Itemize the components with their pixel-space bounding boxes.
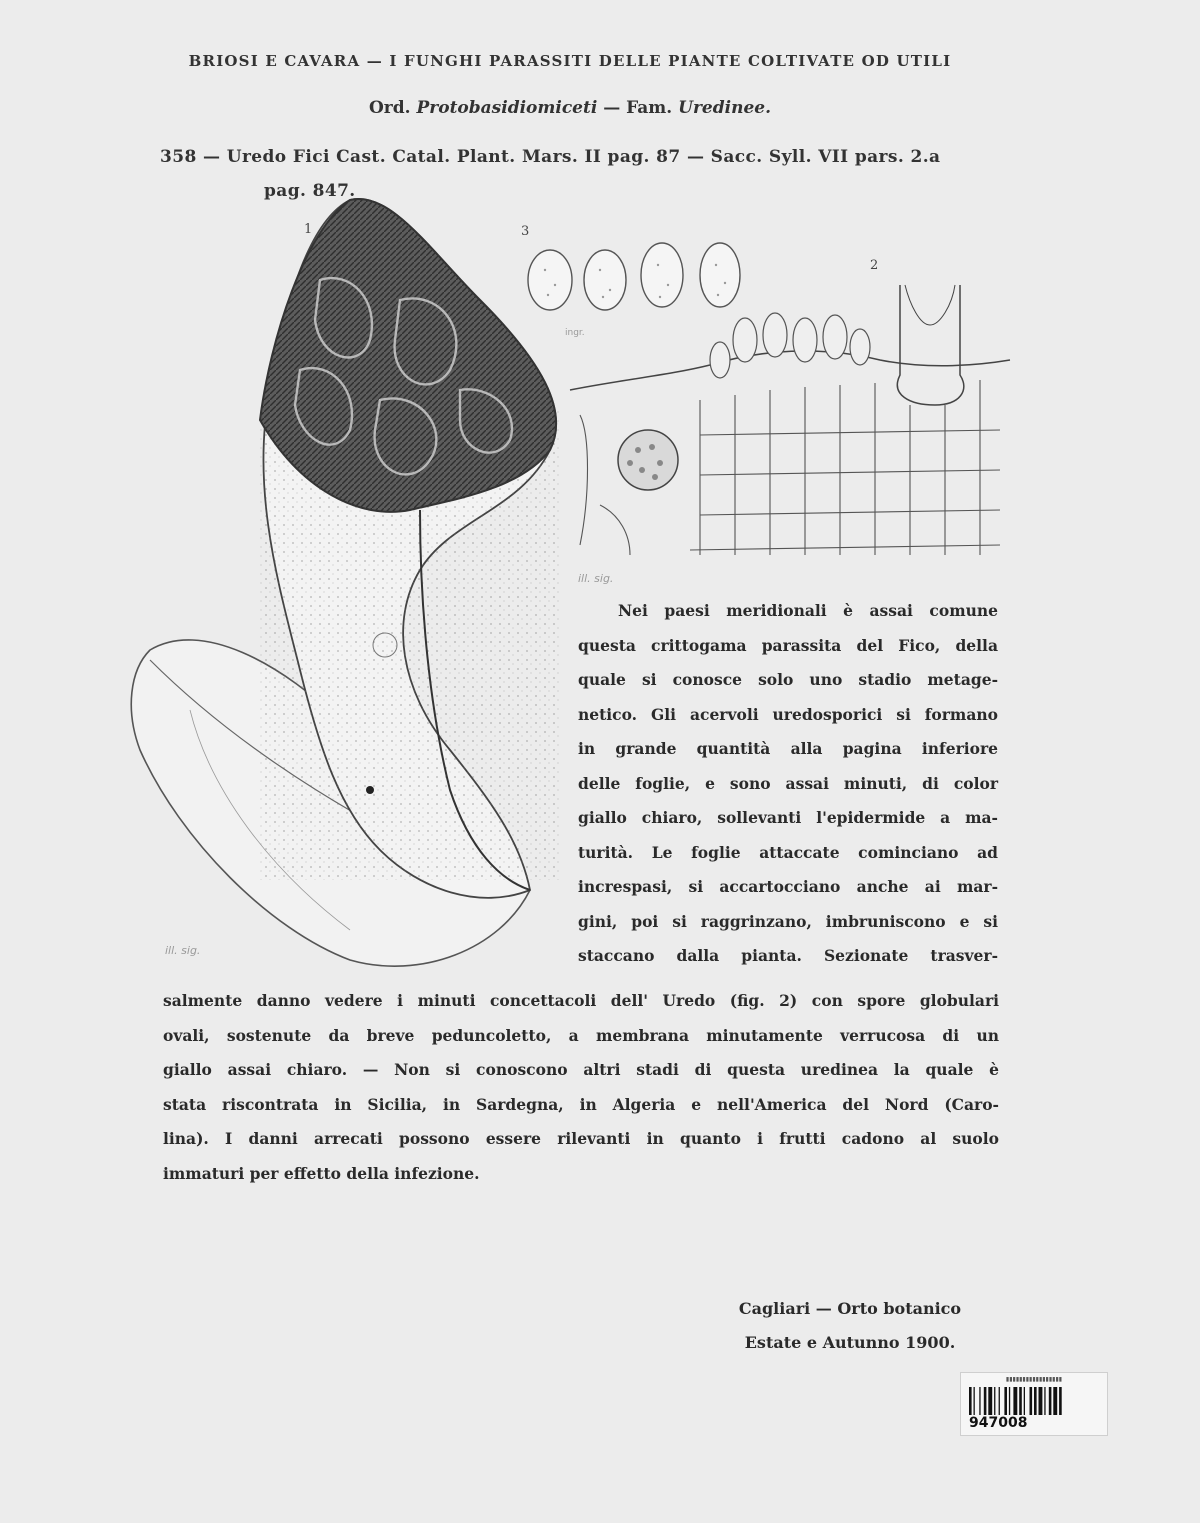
description-line: salmente danno vedere i minuti concettacoli dell' Uredo (fig. 2) con spore globulari: [163, 991, 999, 1010]
order-prefix: Ord.: [369, 98, 411, 118]
barcode-caption: ▮▮▮▮▮▮▮▮▮▮▮▮▮▮▮▮▮: [1005, 1376, 1063, 1383]
description-line: turità. Le foglie attaccate cominciano ad: [578, 842, 998, 862]
description-line: quale si conosce solo uno stadio metage-: [578, 670, 998, 689]
artist-signature-leaf: ill. sig.: [165, 944, 201, 957]
svg-text:ingr.: ingr.: [565, 328, 585, 338]
collection-info: [700, 1292, 1000, 1360]
description-line: netico. Gli acervoli uredosporici si formano: [578, 704, 998, 724]
cross-section-illustration: [560, 265, 1020, 565]
description-line: questa crittogama parassita del Fico, della: [578, 635, 998, 655]
collection-date: Estate e Autunno 1900.: [744, 1333, 956, 1352]
publication-title: BRIOSI E CAVARA — I FUNGHI PARASSITI DELLE PIANTE COLTIVATE OD UTILI: [188, 52, 952, 70]
description-line: ovali, sostenute da breve peduncoletto, a membrana minutamente verrucosa di un: [163, 1025, 999, 1045]
barcode-icon: [969, 1387, 1099, 1415]
description-line: giallo assai chiaro. — Non si conoscono altri stadi di questa uredinea la quale è: [163, 1060, 999, 1079]
description-line: lina). I danni arrecati possono essere rilevanti in quanto i frutti cadono al suolo: [163, 1129, 999, 1148]
barcode-number: 947008: [969, 1415, 1028, 1431]
description-line: immaturi per effetto della infezione.: [163, 1163, 480, 1183]
description-line: delle foglie, e sono assai minuti, di color: [578, 773, 998, 793]
description-line: Nei paesi meridionali è assai comune: [618, 601, 998, 620]
description-full-width: [163, 984, 999, 1191]
taxonomy-line: [150, 98, 990, 118]
family-separator: — Fam.: [597, 98, 679, 118]
figure-label-2: 2: [870, 258, 879, 273]
collection-place: Cagliari — Orto botanico: [738, 1299, 962, 1318]
description-line: gini, poi si raggrinzano, imbruniscono e si: [578, 911, 998, 931]
figure-label-3: 3: [521, 224, 530, 239]
description-line: giallo chiaro, sollevanti l'epidermide a ma-: [578, 808, 998, 827]
description-line: in grande quantità alla pagina inferiore: [578, 739, 998, 758]
description-line: stata riscontrata in Sicilia, in Sardegna, in Algeria e nell'America del Nord (Caro-: [163, 1094, 999, 1114]
artist-signature-section: ill. sig.: [578, 572, 614, 585]
species-entry-cont: pag. 847.: [264, 181, 356, 201]
order-name: Protobasidiomiceti: [416, 98, 598, 118]
description-line: staccano dalla pianta. Sezionate trasver-: [578, 946, 998, 965]
description-right-column: [578, 594, 998, 974]
figure-label-1: 1: [304, 222, 313, 237]
description-line: increspasi, si accartocciano anche ai mar-: [578, 877, 998, 896]
barcode-label: [960, 1372, 1108, 1436]
species-entry-line: 358 — Uredo Fici Cast. Catal. Plant. Mars. II pag. 87 — Sacc. Syll. VII pars. 2.a: [160, 147, 941, 167]
leaf-illustration: [120, 190, 570, 990]
family-name: Uredinee.: [678, 98, 771, 118]
